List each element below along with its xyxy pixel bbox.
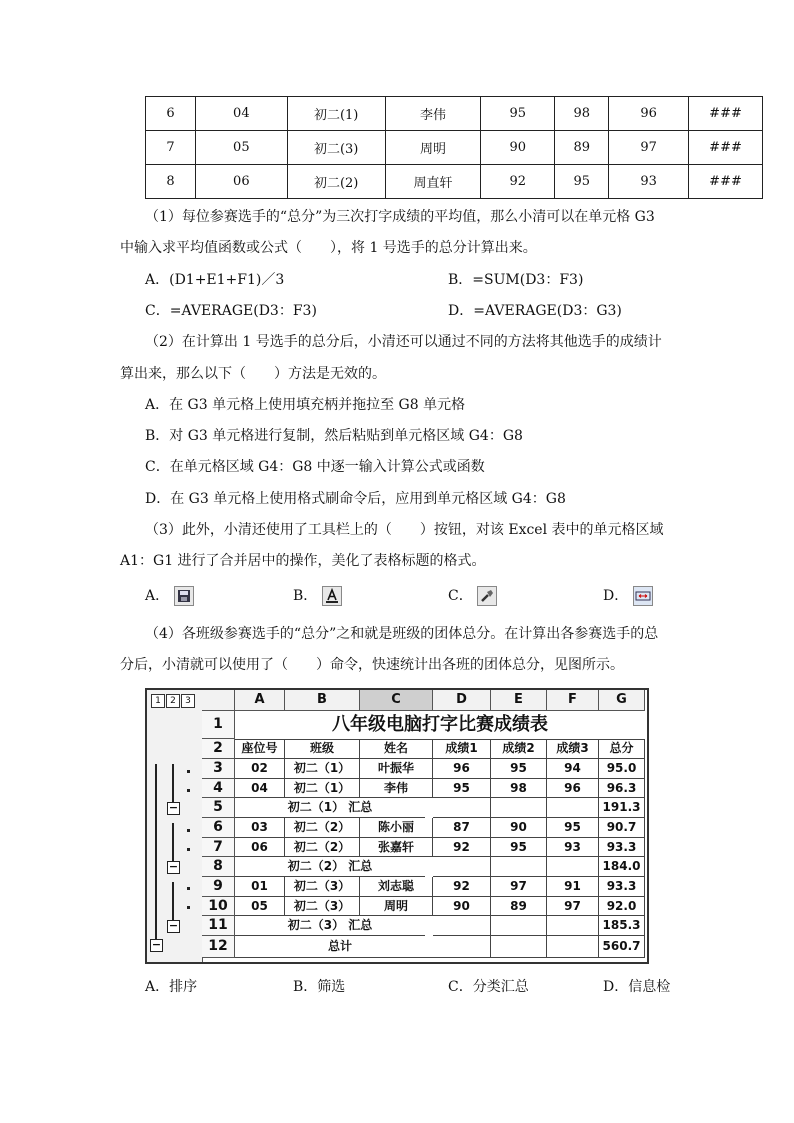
column-header-b[interactable]: B — [285, 690, 360, 711]
sheet-cell[interactable]: 90.7 — [599, 818, 645, 838]
sheet-cell[interactable]: 李伟 — [360, 779, 433, 798]
outline-dot — [187, 770, 190, 773]
row-header[interactable]: 4 — [202, 779, 235, 798]
row-header[interactable]: 10 — [202, 897, 235, 916]
sheet-cell[interactable] — [491, 916, 547, 936]
select-all-corner[interactable] — [202, 690, 235, 711]
sheet-cell[interactable]: 90 — [491, 818, 547, 838]
sheet-cell[interactable] — [547, 857, 599, 877]
outline-bracket-group3 — [172, 882, 174, 920]
sheet-cell[interactable]: 87 — [433, 818, 491, 838]
sheet-cell[interactable]: 95 — [491, 759, 547, 779]
table-cell: 7 — [146, 131, 196, 165]
q3-option-c[interactable]: C． — [448, 585, 497, 607]
q4-line1: （4）各班级参赛选手的“总分”之和就是班级的团体总分。在计算出各参赛选手的总 — [145, 626, 659, 642]
sheet-cell[interactable]: 96 — [433, 759, 491, 779]
outline-level-3-button[interactable]: 3 — [181, 694, 195, 708]
table-cell: 95 — [555, 165, 609, 199]
q1-line1: （1）每位参赛选手的“总分”为三次打字成绩的平均值，那么小清可以在单元格 G3 — [145, 209, 655, 225]
outline-bracket-level1 — [155, 764, 157, 944]
sheet-cell[interactable] — [547, 936, 599, 958]
q2-option-c[interactable]: C．在单元格区域 G4：G8 中逐一输入计算公式或函数 — [145, 459, 485, 475]
outline-dot — [187, 848, 190, 851]
excel-subtotal-figure — [145, 688, 649, 964]
table-cell: ### — [689, 97, 763, 131]
column-header-f[interactable]: F — [547, 690, 599, 711]
table-row — [146, 165, 763, 199]
outline-level-1-button[interactable]: 1 — [151, 694, 165, 708]
subtotal-label[interactable]: 初二（1） 汇总 — [235, 798, 425, 818]
table-cell: 89 — [555, 131, 609, 165]
q4-option-c[interactable]: C．分类汇总 — [448, 979, 529, 995]
sheet-cell[interactable]: 周明 — [360, 897, 433, 916]
collapse-group1-button[interactable]: − — [168, 801, 179, 814]
table-cell: 98 — [555, 97, 609, 131]
table-cell: 初二(3) — [287, 131, 385, 165]
sheet-cell[interactable]: 95 — [547, 818, 599, 838]
column-header-d[interactable]: D — [433, 690, 491, 711]
column-header-c[interactable]: C — [360, 690, 433, 711]
q1-option-c[interactable]: C．=AVERAGE(D3：F3) — [145, 303, 317, 319]
table-cell: 6 — [146, 97, 196, 131]
table-cell: 05 — [195, 131, 287, 165]
table-cell: 06 — [195, 165, 287, 199]
sheet-cell[interactable]: 初二（1） — [285, 779, 360, 798]
table-row — [146, 97, 763, 131]
q2-line2: 算出来，那么以下（ ）方法是无效的。 — [120, 366, 386, 382]
row-header[interactable]: 6 — [202, 818, 235, 838]
font-color-icon — [322, 586, 342, 606]
outline-bracket-group2 — [172, 823, 174, 861]
row-header[interactable]: 7 — [202, 838, 235, 857]
subtotal-label[interactable]: 初二（3） 汇总 — [235, 916, 425, 936]
sheet-cell[interactable]: 93 — [547, 838, 599, 857]
q4-option-b[interactable]: B．筛选 — [293, 979, 346, 995]
sheet-cell[interactable]: 03 — [235, 818, 285, 838]
sheet-cell[interactable]: 91 — [547, 877, 599, 897]
sheet-cell[interactable]: 成绩2 — [491, 739, 547, 759]
sheet-cell[interactable]: 97 — [547, 897, 599, 916]
merge-center-icon — [633, 586, 653, 606]
sheet-cell[interactable] — [433, 936, 491, 958]
sheet-cell[interactable]: 93.3 — [599, 877, 645, 897]
outline-dot — [187, 789, 190, 792]
subtotal-label[interactable]: 总计 — [235, 936, 445, 958]
sheet-cell[interactable]: 95.0 — [599, 759, 645, 779]
table-cell: 90 — [481, 131, 555, 165]
sheet-cell[interactable]: 06 — [235, 838, 285, 857]
subtotal-value[interactable]: 191.3 — [599, 798, 645, 818]
sheet-cell[interactable]: 初二（3） — [285, 897, 360, 916]
table-cell: 周直轩 — [385, 165, 481, 199]
q3-line2: A1：G1 进行了合并居中的操作，美化了表格标题的格式。 — [120, 553, 486, 569]
table-cell: 97 — [609, 131, 689, 165]
q3-option-a[interactable]: A． — [145, 585, 194, 607]
outline-bracket-group1 — [172, 764, 174, 802]
collapse-all-button[interactable]: − — [151, 938, 162, 951]
sheet-cell[interactable] — [491, 857, 547, 877]
table-cell: 8 — [146, 165, 196, 199]
sheet-cell[interactable]: 92 — [433, 838, 491, 857]
sheet-cell[interactable]: 01 — [235, 877, 285, 897]
subtotal-value[interactable]: 184.0 — [599, 857, 645, 877]
row-header[interactable]: 3 — [202, 759, 235, 779]
sheet-cell[interactable]: 02 — [235, 759, 285, 779]
q2-option-d[interactable]: D．在 G3 单元格上使用格式刷命令后，应用到单元格区域 G4：G8 — [145, 491, 566, 507]
sheet-cell[interactable]: 93.3 — [599, 838, 645, 857]
outline-level-2-button[interactable]: 2 — [166, 694, 180, 708]
q2-line1: （2）在计算出 1 号选手的总分后，小清还可以通过不同的方法将其他选手的成绩计 — [145, 334, 662, 350]
sheet-cell[interactable]: 陈小丽 — [360, 818, 433, 838]
column-header-e[interactable]: E — [491, 690, 547, 711]
row-header[interactable]: 5 — [202, 798, 235, 818]
sheet-cell[interactable]: 97 — [491, 877, 547, 897]
q1-option-a[interactable]: A．(D1+E1+F1)／3 — [145, 272, 285, 288]
q1-option-b[interactable]: B．=SUM(D3：F3) — [448, 272, 584, 288]
sheet-cell[interactable] — [491, 798, 547, 818]
table-cell: 初二(1) — [287, 97, 385, 131]
format-painter-icon — [477, 586, 497, 606]
q2-option-b[interactable]: B．对 G3 单元格进行复制，然后粘贴到单元格区域 G4：G8 — [145, 428, 523, 444]
sheet-cell[interactable]: 92 — [433, 877, 491, 897]
sheet-cell[interactable]: 初二（2） — [285, 838, 360, 857]
table-cell: 93 — [609, 165, 689, 199]
sheet-cell[interactable]: 张嘉轩 — [360, 838, 433, 857]
sheet-cell[interactable]: 96 — [547, 779, 599, 798]
table-cell: 初二(2) — [287, 165, 385, 199]
sheet-cell[interactable]: 96.3 — [599, 779, 645, 798]
row-header[interactable]: 9 — [202, 877, 235, 897]
row-header[interactable]: 1 — [202, 711, 235, 739]
collapse-group2-button[interactable]: − — [168, 860, 179, 873]
sheet-cell[interactable]: 初二（1） — [285, 759, 360, 779]
q3-option-d[interactable]: D． — [603, 585, 653, 607]
sheet-cell[interactable]: 04 — [235, 779, 285, 798]
sheet-cell[interactable]: 座位号 — [235, 739, 285, 759]
sheet-cell[interactable]: 初二（2） — [285, 818, 360, 838]
sheet-cell[interactable]: 初二（3） — [285, 877, 360, 897]
sheet-title: 八年级电脑打字比赛成绩表 — [235, 711, 645, 740]
sheet-cell[interactable]: 姓名 — [360, 739, 433, 759]
outline-dot — [187, 829, 190, 832]
sheet-cell[interactable]: 叶振华 — [360, 759, 433, 779]
subtotal-value[interactable]: 560.7 — [599, 936, 645, 958]
table-cell: 04 — [195, 97, 287, 131]
row-header[interactable]: 8 — [202, 857, 235, 877]
q3-line1: （3）此外，小清还使用了工具栏上的（ ）按钮，对该 Excel 表中的单元格区域 — [145, 522, 664, 538]
q2-option-a[interactable]: A．在 G3 单元格上使用填充柄并拖拉至 G8 单元格 — [145, 397, 466, 413]
sheet-cell[interactable] — [547, 916, 599, 936]
sheet-cell[interactable] — [547, 798, 599, 818]
q4-option-a[interactable]: A．排序 — [145, 979, 198, 995]
table-cell: 周明 — [385, 131, 481, 165]
sheet-cell[interactable] — [491, 936, 547, 958]
q4-option-d[interactable]: D．信息检 — [603, 979, 671, 995]
sheet-cell[interactable] — [433, 857, 491, 877]
subtotal-label[interactable]: 初二（2） 汇总 — [235, 857, 425, 877]
column-header-a[interactable]: A — [235, 690, 285, 711]
table-cell: 李伟 — [385, 97, 481, 131]
sheet-cell[interactable]: 成绩1 — [433, 739, 491, 759]
outline-dot — [187, 906, 190, 909]
collapse-group3-button[interactable]: − — [168, 919, 179, 932]
table-row — [146, 131, 763, 165]
table-cell: 96 — [609, 97, 689, 131]
sheet-cell[interactable]: 94 — [547, 759, 599, 779]
sheet-cell[interactable]: 成绩3 — [547, 739, 599, 759]
table-cell: ### — [689, 165, 763, 199]
column-header-g[interactable]: G — [599, 690, 645, 711]
row-header[interactable]: 2 — [202, 739, 235, 759]
sheet-cell[interactable] — [433, 916, 491, 936]
table-cell: ### — [689, 131, 763, 165]
row-header[interactable]: 11 — [202, 916, 235, 936]
q4-line2: 分后，小清就可以使用了（ ）命令，快速统计出各班的团体总分，见图所示。 — [120, 657, 624, 673]
sheet-cell[interactable]: 98 — [491, 779, 547, 798]
subtotal-value[interactable]: 185.3 — [599, 916, 645, 936]
sheet-cell[interactable]: 92.0 — [599, 897, 645, 916]
sheet-cell[interactable]: 刘志聪 — [360, 877, 433, 897]
q3-option-b[interactable]: B． — [293, 585, 342, 607]
sheet-cell[interactable]: 89 — [491, 897, 547, 916]
outline-dot — [187, 887, 190, 890]
table-cell: 95 — [481, 97, 555, 131]
sheet-cell[interactable]: 05 — [235, 897, 285, 916]
row-header[interactable]: 12 — [202, 936, 235, 958]
q1-option-d[interactable]: D．=AVERAGE(D3：G3) — [448, 303, 622, 319]
sheet-cell[interactable]: 班级 — [285, 739, 360, 759]
sheet-cell[interactable]: 95 — [491, 838, 547, 857]
q1-line2: 中输入求平均值函数或公式（ ），将 1 号选手的总分计算出来。 — [120, 240, 537, 256]
sheet-cell[interactable]: 95 — [433, 779, 491, 798]
sheet-cell[interactable] — [433, 798, 491, 818]
score-table — [145, 96, 763, 199]
save-icon — [174, 586, 194, 606]
sheet-cell[interactable]: 总分 — [599, 739, 645, 759]
sheet-cell[interactable]: 90 — [433, 897, 491, 916]
table-cell: 92 — [481, 165, 555, 199]
